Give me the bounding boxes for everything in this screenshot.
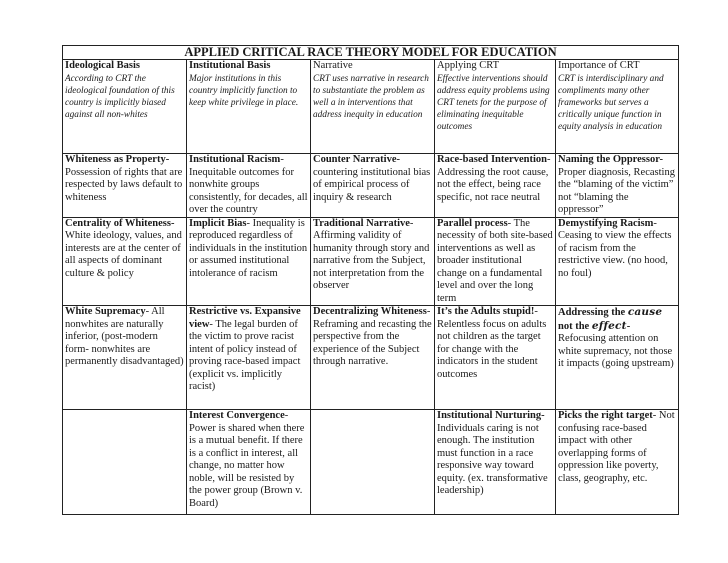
table-cell [187,217,311,306]
header-title: Ideological Basis [65,60,140,71]
cell-term: Naming the Oppressor- [558,154,663,165]
cell-term: Demystifying Racism [558,217,654,229]
cell-term: It’s the Adults stupid! [437,306,535,317]
table-row [63,217,679,306]
table-cell [435,217,556,306]
cell-term: - [626,320,631,332]
header-cell [63,60,187,154]
table-cell [435,306,556,410]
cell-text: - All nonwhites are naturally inferior, (post-modern form- nonwhites are permanently disadvantaged) [65,306,184,367]
cell-text: - Ceasing to view the effects of racism from the restrictive view. (no hood, no foul) [558,217,672,279]
cell-text: - The legal burden of the victim to prove racist intent of policy instead of proving race-based impact (explicit vs. implicitly racist) [189,318,301,392]
table-row [63,410,679,515]
header-description: Effective interventions should address equity problems using CRT tenets for the purpose of eliminating inequitable outcomes [437,73,550,133]
cell-text: Possession of rights that are respected by laws default to whiteness [65,166,183,203]
table-row [63,306,679,410]
header-description: According to CRT the ideological foundation of this country is implicitly biased against all non-whites [65,73,175,121]
table-cell [311,154,435,218]
cell-term: Institutional Nurturing- [437,410,545,421]
cell-term: Whiteness as Property- [65,154,170,165]
cell-text: Individuals caring is not enough. The institution must function in a race responsive way toward equity. (ex. transformative leadership) [437,422,548,496]
cell-emphasis: effect [591,319,627,332]
table-cell [556,306,679,410]
cell-text: White ideology, values, and interests are at the center of all aspects of dominant culture & policy [65,230,182,279]
table-cell [187,410,311,515]
cell-emphasis: cause [627,306,663,318]
table-cell [435,154,556,218]
cell-text: countering institutional bias of empirical process of inquiry & research [313,166,431,203]
table-row [63,154,679,218]
cell-text: - Inequality is reproduced regardless of individuals in the institution or assumed institutional intolerance of racism [189,217,308,279]
cell-term: Parallel process [437,217,508,229]
header-title: Institutional Basis [189,60,271,71]
cell-text: Proper diagnosis, Recasting the “blaming of the victim” not “blaming the oppressor” [558,166,675,215]
table-cell [63,306,187,410]
cell-term: Implicit Bias [189,217,247,229]
header-row [63,60,679,154]
cell-term: Restrictive vs. Expansive view [189,306,301,330]
header-cell [556,60,679,154]
table-cell [556,217,679,306]
cell-term: Counter Narrative- [313,154,400,165]
cell-term: Picks the right target [558,410,653,421]
cell-term: Addressing the [558,307,628,318]
header-title: Importance of CRT [558,60,640,71]
header-title: Applying CRT [437,60,500,71]
header-description: CRT uses narrative in research to substantiate the problem as well a in interventions that address inequity in education [313,73,429,121]
table-cell [311,306,435,410]
cell-term: Interest Convergence [189,410,285,421]
cell-term: Institutional Racism [189,154,281,165]
cell-text: - Addressing the root cause, not the effect, being race specific, not race neutral [437,154,551,203]
table-cell [187,306,311,410]
header-cell [187,60,311,154]
cell-term: not the [558,320,592,332]
header-cell [435,60,556,154]
cell-term: Traditional Narrative [313,217,410,229]
table-cell [63,217,187,306]
cell-text: Refocusing attention on white supremacy, not those it impacts (going upstream) [558,333,674,369]
table-cell [311,217,435,306]
crt-model-table [62,45,679,515]
table-cell [311,410,435,515]
cell-term: Decentralizing Whiteness [313,306,427,317]
cell-text: - Not confusing race-based impact with other overlapping forms of oppression like poverty, class, geography, etc. [558,410,675,484]
table-title: APPLIED CRITICAL RACE THEORY MODEL FOR EDUCATION [63,46,679,60]
cell-text: - Affirming validity of humanity through story and narrative from the Subject, not interpretation from the observer [313,217,430,291]
cell-text: - Power is shared when there is a mutual benefit. If there is a conflict in interest, all change, no matter how noble, will be resisted by the power group (Brown v. Board) [189,410,305,509]
table-cell [63,154,187,218]
cell-text: - The necessity of both site-based interventions as well as broader institutional change on a fundamental level and over the long term [437,217,553,304]
table-cell [435,410,556,515]
table-cell [556,410,679,515]
table-cell [556,154,679,218]
header-description: CRT is interdisciplinary and compliments many other frameworks but serves a critically unique function in equity analysis in education [558,73,664,133]
header-description: Major institutions in this country implicitly function to keep white privilege in place. [189,73,299,108]
header-title: Narrative [313,60,353,71]
cell-text: - Inequitable outcomes for nonwhite groups consistently, for decades, all over the country [189,154,308,215]
cell-term: White Supremacy [65,306,146,317]
header-cell [311,60,435,154]
table-cell [63,410,187,515]
table-cell [187,154,311,218]
cell-text: - Relentless focus on adults not children as the target for change with the indicators in the student outcomes [437,306,547,380]
cell-term: Race-based Intervention [437,154,547,165]
cell-term: Centrality of Whiteness- [65,217,175,229]
cell-text: - Reframing and recasting the perspective from the experience of the Subject through narrative. [313,306,432,367]
